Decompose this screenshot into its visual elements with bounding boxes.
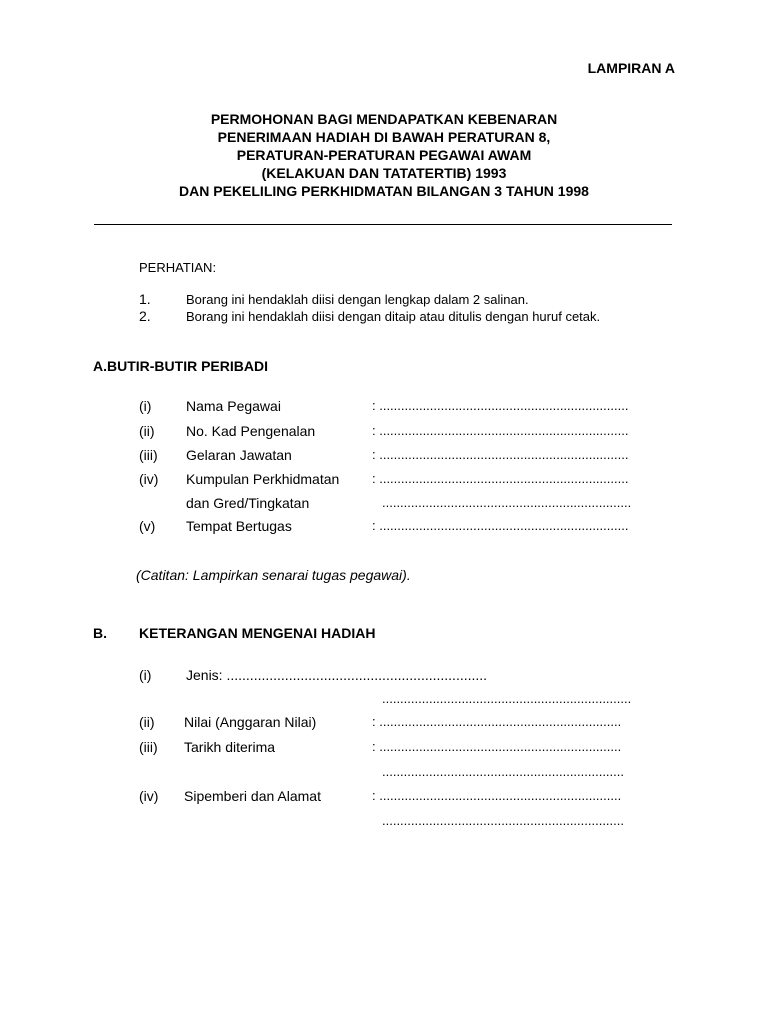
perhatian-item-1-num: 1. xyxy=(139,291,151,307)
section-b-row-3-field[interactable]: : ................................................................... xyxy=(372,739,622,754)
title-line-2: PENERIMAAN HADIAH DI BAWAH PERATURAN 8, xyxy=(217,129,551,145)
section-b-row-2-field[interactable]: : ................................................................... xyxy=(372,714,622,729)
perhatian-item-2-text: Borang ini hendaklah diisi dengan ditaip atau ditulis dengan huruf cetak. xyxy=(186,309,601,324)
perhatian-label: PERHATIAN xyxy=(139,260,213,275)
section-a-note: (Catitan: Lampirkan senarai tugas pegawai). xyxy=(136,567,411,583)
title-line-3: PERATURAN-PERATURAN PEGAWAI AWAM xyxy=(236,147,532,163)
section-b-row-4-field[interactable]: : ................................................................... xyxy=(372,788,622,803)
section-b-row-2-label: Nilai (Anggaran Nilai) xyxy=(184,714,317,730)
perhatian-colon: : xyxy=(212,260,217,275)
section-a-row-3-label: Gelaran Jawatan xyxy=(186,447,292,463)
section-a-row-3-num: (iii) xyxy=(139,447,158,463)
section-a-row-2-field[interactable]: : ..................................................................... xyxy=(372,423,629,438)
section-a-heading: A.BUTIR-BUTIR PERIBADI xyxy=(93,358,268,374)
section-b-row-3b-field[interactable]: ................................................................... xyxy=(382,764,624,779)
title-line-4: (KELAKUAN DAN TATATERTIB) 1993 xyxy=(261,165,507,181)
section-b-row-1-num: (i) xyxy=(139,667,152,683)
section-b-row-4-label: Sipemberi dan Alamat xyxy=(184,788,321,804)
section-b-row-4b-field[interactable]: ................................................................... xyxy=(382,813,624,828)
section-a-row-4-label: Kumpulan Perkhidmatan xyxy=(186,471,340,487)
section-a-row-2-num: (ii) xyxy=(139,423,155,439)
title-line-5: DAN PEKELILING PERKHIDMATAN BILANGAN 3 TAHUN 1998 xyxy=(179,183,589,199)
section-a-row-1-num: (i) xyxy=(139,398,152,414)
section-b-row-1-field[interactable]: Jenis: ................................................................... xyxy=(186,667,488,683)
section-a-row-4-field[interactable]: : ..................................................................... xyxy=(372,471,629,486)
section-a-row-3-field[interactable]: : ..................................................................... xyxy=(372,447,629,462)
section-a-row-1-label: Nama Pegawai xyxy=(186,398,281,414)
section-a-row-5-field[interactable]: ..................................................................... xyxy=(382,495,632,510)
perhatian-item-1-text: Borang ini hendaklah diisi dengan lengkap dalam 2 salinan. xyxy=(186,292,529,307)
section-b-row-2-num: (ii) xyxy=(139,714,155,730)
section-a-row-1-field[interactable]: : ..................................................................... xyxy=(372,398,629,413)
section-b-row-3-num: (iii) xyxy=(139,739,158,755)
section-b-row-4-num: (iv) xyxy=(139,788,159,804)
section-a-row-6-label: Tempat Bertugas xyxy=(186,518,292,534)
section-b-heading: KETERANGAN MENGENAI HADIAH xyxy=(139,625,376,641)
section-a-row-5-label: dan Gred/Tingkatan xyxy=(186,495,310,511)
section-b-letter: B. xyxy=(93,625,107,641)
perhatian-item-2-num: 2. xyxy=(139,308,151,324)
section-a-row-2-label: No. Kad Pengenalan xyxy=(186,423,316,439)
title-line-1: PERMOHONAN BAGI MENDAPATKAN KEBENARAN xyxy=(210,111,558,127)
lampiran-label: LAMPIRAN A xyxy=(587,60,675,76)
section-b-row-3-label: Tarikh diterima xyxy=(184,739,276,755)
section-a-row-6-field[interactable]: : ..................................................................... xyxy=(372,518,629,533)
perhatian-heading xyxy=(139,260,216,275)
section-a-row-4-num: (iv) xyxy=(139,471,159,487)
section-b-row-1b-field[interactable]: ..................................................................... xyxy=(382,691,632,706)
section-a-row-6-num: (v) xyxy=(139,518,156,534)
title-divider xyxy=(94,224,672,225)
